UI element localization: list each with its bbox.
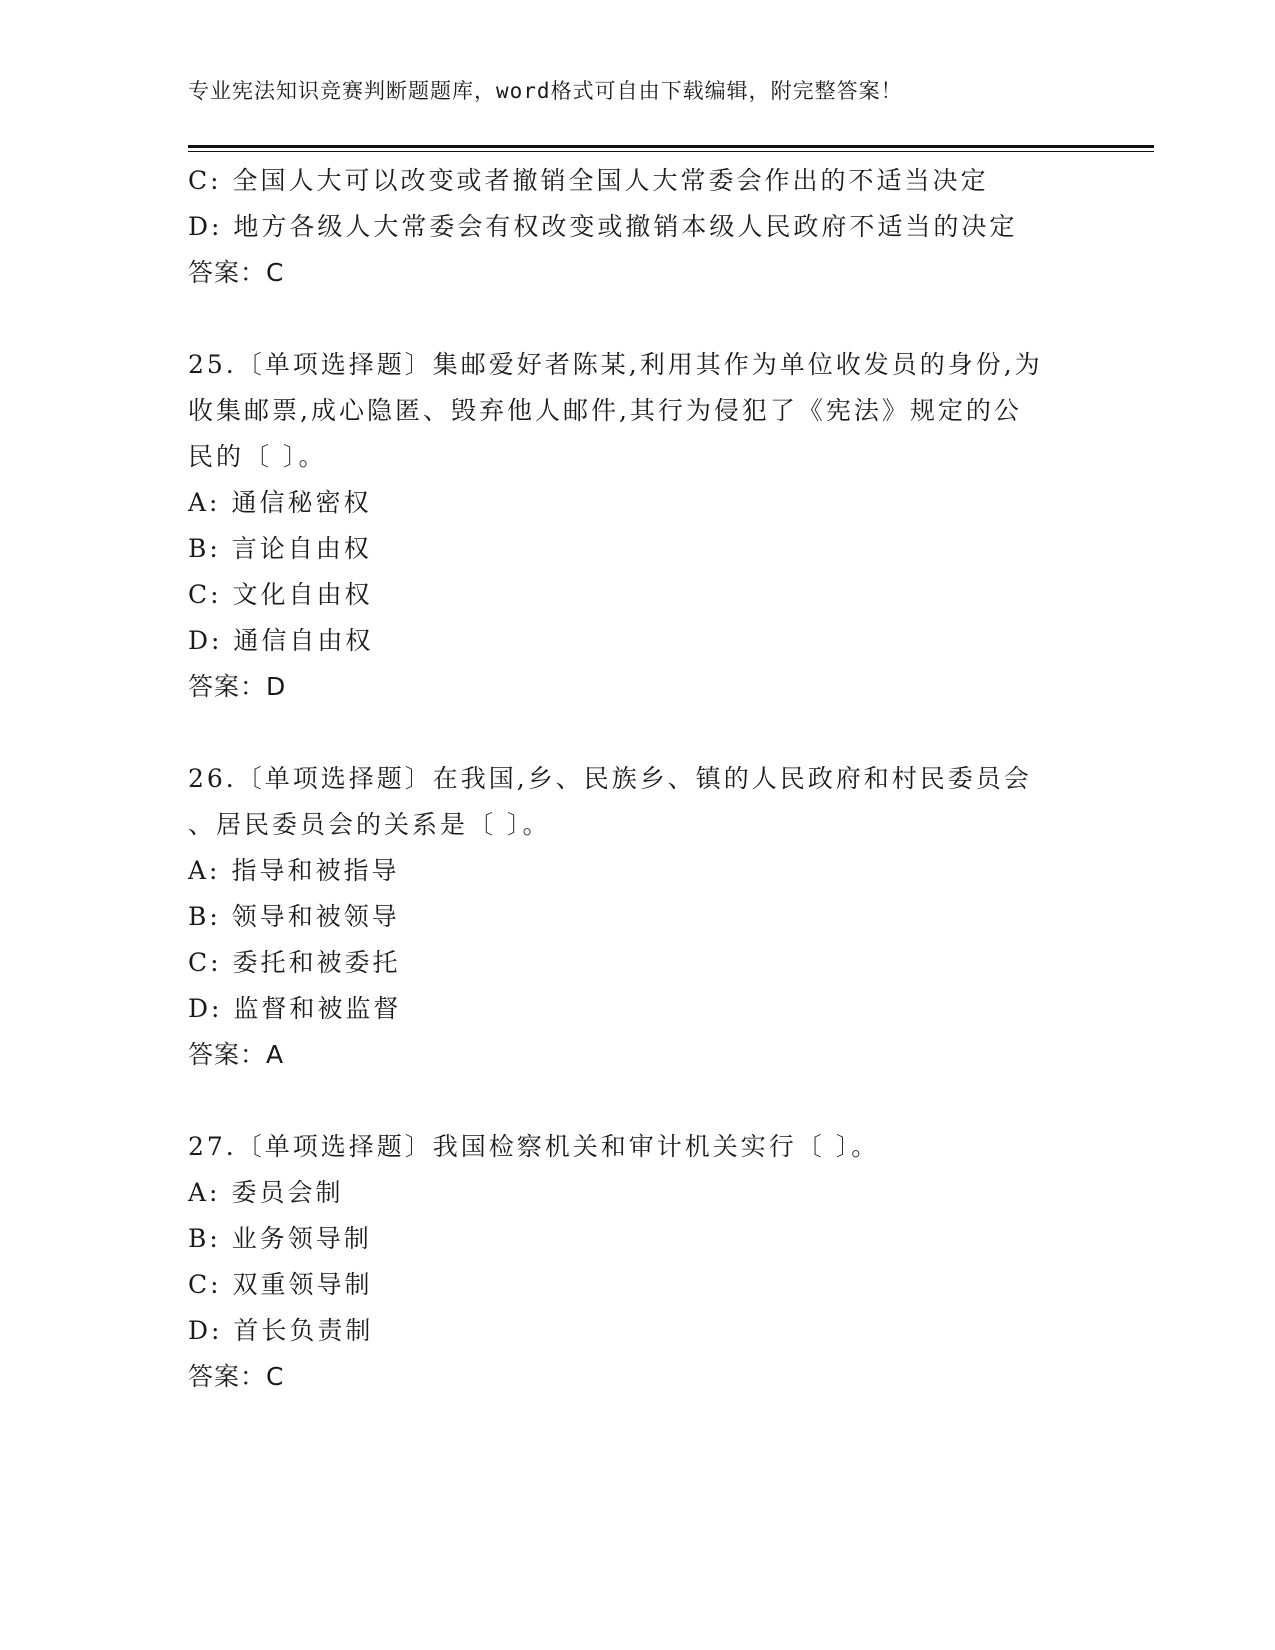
answer-line: 答案：C [188, 1362, 285, 1391]
document-body [188, 158, 1088, 1400]
option-d: D: 通信自由权 [188, 626, 374, 655]
option-d: D: 首长负责制 [188, 1316, 374, 1345]
question-stem-line: 27.〔单项选择题〕我国检察机关和审计机关实行〔 〕。 [188, 1132, 880, 1161]
question-stem-line: 、居民委员会的关系是〔 〕。 [188, 810, 551, 839]
option-c: C: 文化自由权 [188, 580, 373, 609]
previous-question-tail [188, 158, 1088, 296]
option-c: C: 双重领导制 [188, 1270, 373, 1299]
answer-line: 答案：D [188, 672, 287, 701]
option-c: C: 全国人大可以改变或者撤销全国人大常委会作出的不适当决定 [188, 166, 989, 195]
option-b: B: 业务领导制 [188, 1224, 372, 1253]
header-rule-thin [188, 151, 1154, 152]
question-27 [188, 1124, 1088, 1400]
question-stem-line: 26.〔单项选择题〕在我国,乡、民族乡、镇的人民政府和村民委员会 [188, 764, 1032, 793]
option-b: B: 领导和被领导 [188, 902, 400, 931]
page-header: 专业宪法知识竞赛判断题题库，word格式可自由下载编辑，附完整答案！ [188, 79, 903, 103]
option-a: A: 通信秘密权 [188, 488, 372, 517]
question-26 [188, 756, 1088, 1078]
option-d: D: 监督和被监督 [188, 994, 402, 1023]
header-rule-thick [188, 145, 1154, 148]
option-d: D: 地方各级人大常委会有权改变或撤销本级人民政府不适当的决定 [188, 212, 1018, 241]
option-b: B: 言论自由权 [188, 534, 372, 563]
option-a: A: 委员会制 [188, 1178, 344, 1207]
question-stem-line: 25.〔单项选择题〕集邮爱好者陈某,利用其作为单位收发员的身份,为 [188, 350, 1043, 379]
answer-line: 答案：C [188, 258, 285, 287]
answer-line: 答案：A [188, 1040, 285, 1069]
option-c: C: 委托和被委托 [188, 948, 401, 977]
question-stem-line: 收集邮票,成心隐匿、毁弃他人邮件,其行为侵犯了《宪法》规定的公 [188, 396, 1022, 425]
option-a: A: 指导和被指导 [188, 856, 400, 885]
question-stem-line: 民的〔 〕。 [188, 442, 327, 471]
question-25 [188, 342, 1088, 710]
